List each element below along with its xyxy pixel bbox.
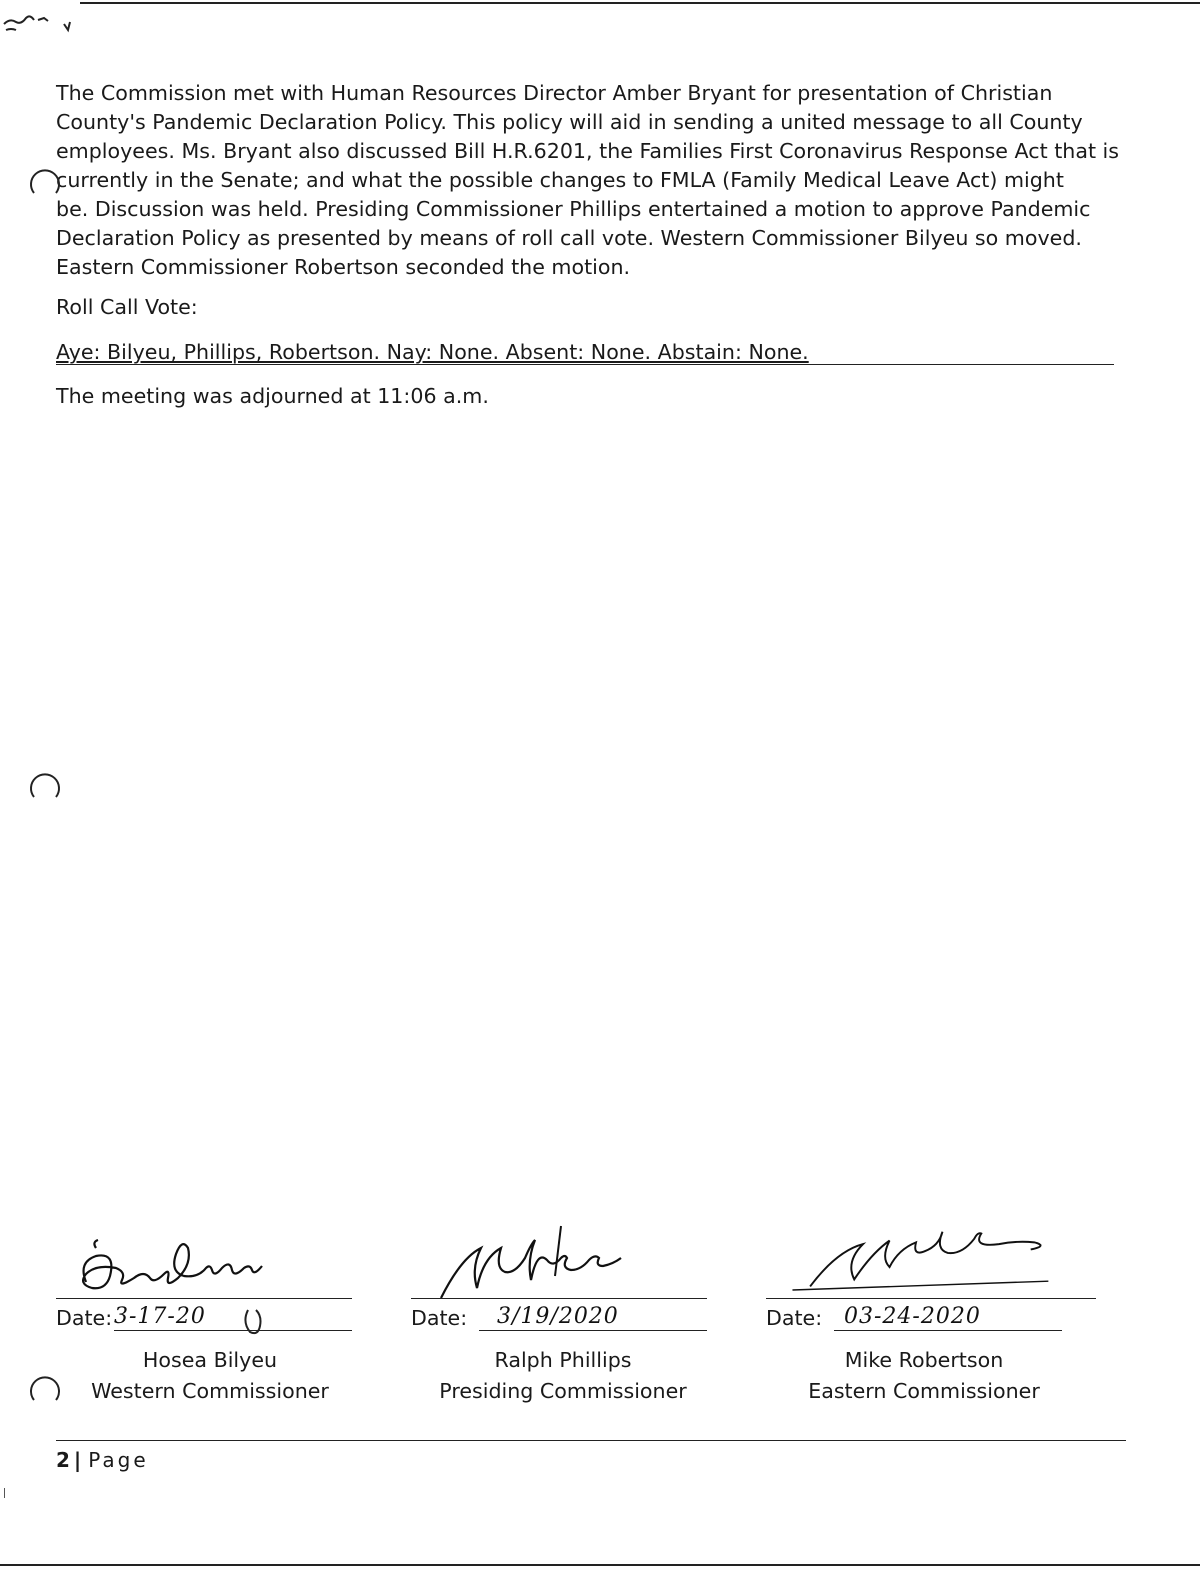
signer-name: Mike Robertson	[844, 1348, 1004, 1372]
signer-title: Eastern Commissioner	[808, 1379, 1040, 1403]
date-value: 03-24-2020	[844, 1304, 981, 1329]
scan-artifact-mark	[2, 6, 82, 36]
handwritten-signature	[411, 1220, 711, 1300]
bottom-scan-border	[0, 1564, 1200, 1566]
date-line	[834, 1330, 1062, 1331]
vote-result-text: Aye: Bilyeu, Phillips, Robertson. Nay: None. Absent: None. Abstain: None.	[56, 340, 809, 364]
date-line	[114, 1330, 352, 1331]
page-number-value: 2	[56, 1448, 70, 1472]
footer-rule	[56, 1440, 1126, 1441]
adjournment-note: The meeting was adjourned at 11:06 a.m.	[56, 384, 489, 408]
vote-result	[56, 338, 1114, 365]
page-label: Page	[88, 1448, 149, 1472]
punch-hole-icon	[28, 767, 62, 801]
signature-line	[766, 1298, 1096, 1299]
punch-hole-icon	[242, 1306, 266, 1336]
page-separator: |	[73, 1448, 85, 1472]
top-scan-border	[80, 2, 1200, 4]
date-label: Date:	[766, 1306, 823, 1330]
date-value: 3-17-20	[114, 1304, 206, 1329]
handwritten-signature	[766, 1220, 1066, 1300]
minutes-paragraph: The Commission met with Human Resources Director Amber Bryant for presentation of Christian County's Pandemic Declaration Policy. This policy will aid in sending a united message to all County employees. Ms. Bryant also discussed Bill H.R.6201, the Families First Coronavirus Response Act that is currently in the Senate; and what the possible changes to FMLA (Family Medical Leave Act) might be. Discussion was held. Presiding Commissioner Phillips entertained a motion to approve Pandemic Declaration Policy as presented by means of roll call vote. Western Commissioner Bilyeu so moved. Eastern Commissioner Robertson seconded the motion.	[56, 81, 1120, 279]
scan-artifact-tick	[4, 1488, 5, 1498]
date-value: 3/19/2020	[497, 1304, 619, 1329]
signature-line	[56, 1298, 352, 1299]
punch-hole-icon	[28, 163, 62, 197]
signer-title: Western Commissioner	[91, 1379, 329, 1403]
date-label: Date:	[56, 1306, 113, 1330]
signature-line	[411, 1298, 707, 1299]
signer-name: Ralph Phillips	[494, 1348, 632, 1372]
date-line	[479, 1330, 707, 1331]
roll-call-label: Roll Call Vote:	[56, 295, 198, 319]
page-number	[56, 1446, 149, 1474]
signature-block-robertson	[766, 1220, 1066, 1410]
signer-title: Presiding Commissioner	[439, 1379, 687, 1403]
signer-name: Hosea Bilyeu	[142, 1348, 278, 1372]
signature-block-phillips	[411, 1220, 711, 1410]
handwritten-signature	[56, 1220, 356, 1300]
date-label: Date:	[411, 1306, 468, 1330]
signature-block-bilyeu	[56, 1220, 356, 1410]
